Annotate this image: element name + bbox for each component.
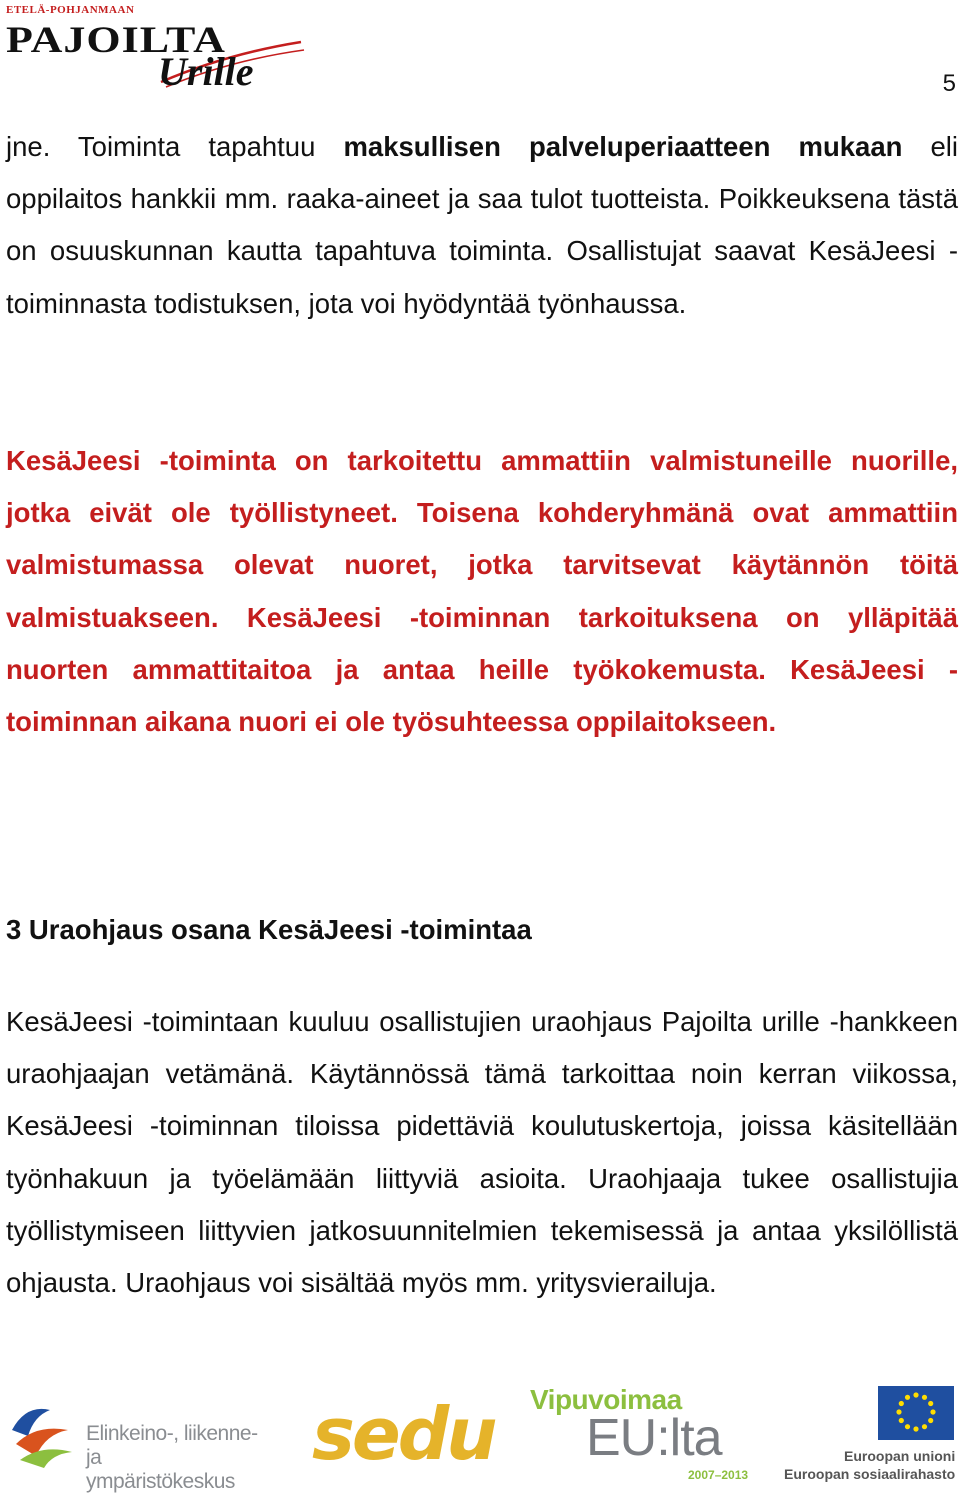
logo-main-text: PAJOILTA — [6, 18, 226, 61]
ely-line-2: ympäristökeskus — [86, 1470, 235, 1493]
section-heading: 3 Uraohjaus osana KesäJeesi -toimintaa — [6, 914, 532, 945]
ely-emblem-icon — [6, 1400, 78, 1470]
ely-keskus-text — [86, 1422, 276, 1494]
eu-esr-logo — [780, 1386, 960, 1486]
logo-sub-text: Urille — [158, 49, 254, 94]
sedu-logo: sedu — [312, 1392, 495, 1476]
pajoilta-urille-logo — [6, 4, 306, 96]
paragraph-2-highlight: KesäJeesi -toiminta on tarkoitettu ammattiin valmistuneille nuorille, jotka eivät ole työllistyneet. Toisena kohderyhmänä ovat ammattiin valmistumassa olevat nuoret, jotka tarvitsevat käytännön töitä valmistuakseen. KesäJeesi -toiminnan tarkoituksena on ylläpitää nuorten ammattitaitoa ja antaa heille työkokemusta. KesäJeesi -toiminnan aikana nuori ei ole työsuhteessa oppilaitokseen. — [6, 445, 958, 738]
vipuvoimaa-years: 2007–2013 — [688, 1468, 749, 1482]
paragraph-3: KesäJeesi -toimintaan kuuluu osallistujien uraohjaus Pajoilta urille -hankkeen uraohjaajan vetämänä. Käytännössä tämä tarkoittaa noin kerran viikossa, KesäJeesi -toiminnan tiloissa pidettäviä koulutuskertoja, joissa käsitellään työnhakuun ja työelämään liittyviä asioita. Uraohjaaja tukee osallistujia työllistymiseen liittyvien jatkosuunnitelmien tekemisessä ja antaa yksilöllistä ohjausta. Uraohjaus voi sisältää myös mm. yritysvierailuja. — [6, 1006, 958, 1299]
eu-flag-icon — [878, 1386, 954, 1440]
vipuvoimaa-eu-logo — [530, 1384, 750, 1484]
vipuvoimaa-text: Vipuvoimaa — [530, 1384, 682, 1415]
footer-logos — [0, 1380, 960, 1493]
ely-line-1: Elinkeino-, liikenne- ja — [86, 1422, 258, 1469]
eu-lta-text: EU:lta — [586, 1409, 722, 1467]
page-number: 5 — [942, 70, 956, 97]
logo-region-text: ETELÄ-POHJANMAAN — [6, 4, 135, 16]
eu-union-text: Euroopan unioni — [844, 1448, 956, 1464]
paragraph-1-bold: maksullisen palveluperiaatteen mukaan — [343, 131, 903, 162]
paragraph-1-text-a: jne. Toiminta tapahtuu — [6, 131, 344, 162]
paragraph-1 — [6, 121, 958, 330]
ely-keskus-logo — [6, 1400, 276, 1493]
eu-social-fund-text: Euroopan sosiaalirahasto — [784, 1466, 956, 1482]
paragraph-1-text-b: eli oppilaitos hankkii mm. raaka-aineet ja saa tulot tuotteista. Poikkeuksena tästä on osuuskunnan kautta tapahtuva toiminta. Osallistujat saavat KesäJeesi -toiminnasta todistuksen, jota voi hyödyntää työnhaussa. — [6, 131, 958, 319]
